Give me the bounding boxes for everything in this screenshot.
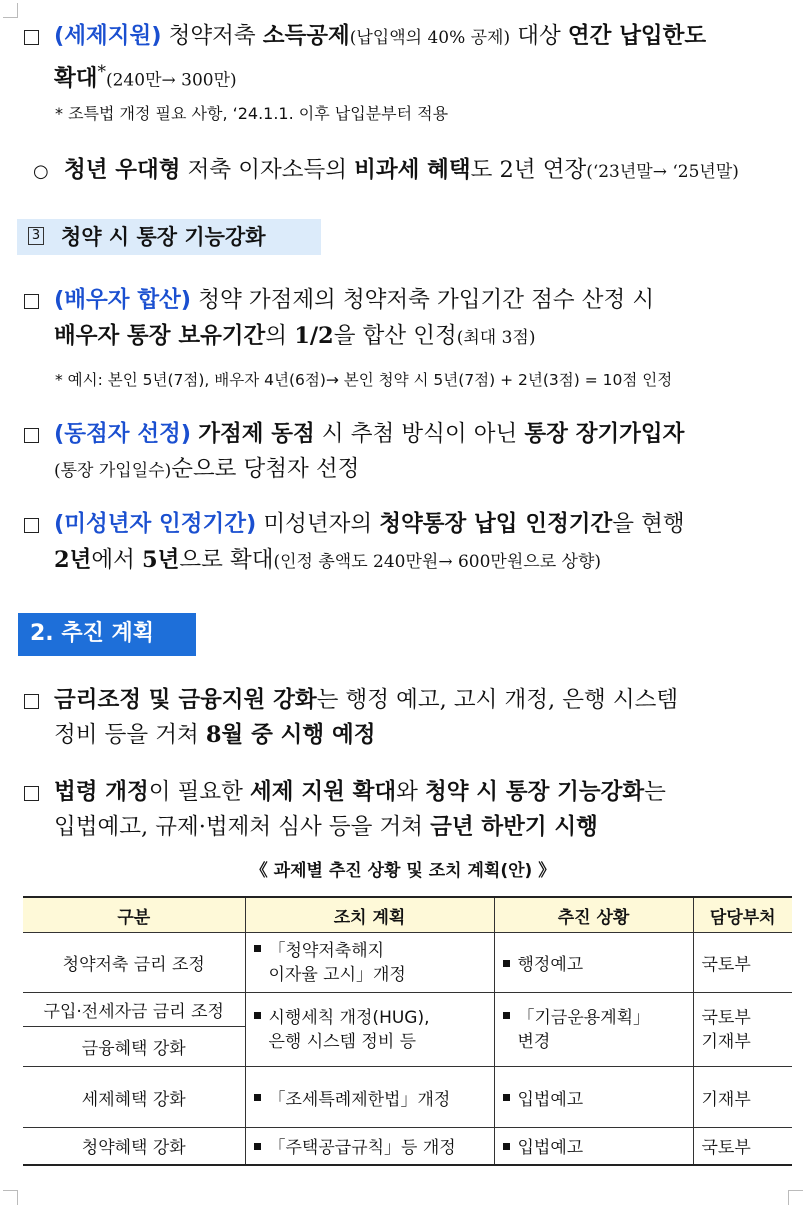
- cell-plan: 「조세특례제한법」개정: [245, 1067, 494, 1128]
- cell-plan: 「청약저축해지 이자율 고시」개정: [245, 933, 494, 993]
- cell-plan: 시행세칙 개정(HUG), 은행 시스템 정비 등: [245, 993, 494, 1067]
- checkbox-square-icon: [24, 786, 39, 801]
- col-header: 조치 계획: [245, 897, 494, 933]
- table-row: [23, 1067, 792, 1128]
- checkbox-square-icon: [24, 294, 39, 309]
- table-row: [23, 993, 792, 1027]
- table-row: [23, 933, 792, 993]
- square-bullet-icon: [254, 1094, 261, 1101]
- cell-status: 「기금운용계획」 변경: [494, 993, 693, 1067]
- crop-mark-top-left: [3, 3, 18, 18]
- square-bullet-icon: [254, 1012, 261, 1019]
- cell-dept: 국토부: [693, 1128, 792, 1165]
- cell-plan: 「주택공급규칙」등 개정: [245, 1128, 494, 1165]
- cell-category: 청약혜택 강화: [23, 1128, 245, 1165]
- table-caption: 《 과제별 추진 상황 및 조치 계획(안) 》: [250, 861, 556, 881]
- table-row: [23, 1128, 792, 1165]
- square-bullet-icon: [503, 1012, 510, 1019]
- col-header: 담당부처: [693, 897, 792, 933]
- section-title: 청약 시 통장 기능강화: [61, 225, 266, 249]
- square-bullet-icon: [503, 1143, 510, 1150]
- section-title: 2. 추진 계획: [30, 621, 154, 646]
- footnote: * 조특법 개정 필요 사항, ‘24.1.1. 이후 납입분부터 적용: [55, 104, 449, 123]
- table-header-row: [23, 897, 792, 933]
- checkbox-square-icon: [24, 428, 39, 443]
- col-header: 구분: [23, 897, 245, 933]
- checkbox-square-icon: [24, 518, 39, 533]
- checkbox-square-icon: [24, 30, 39, 45]
- footnote: * 예시: 본인 5년(7점), 배우자 4년(6점)→ 본인 청약 시 5년(7점) + 2년(3점) = 10점 인정: [55, 371, 673, 389]
- cell-category: 구입·전세자금 금리 조정: [23, 993, 245, 1027]
- cell-status: 행정예고: [494, 933, 693, 993]
- item-tag: (배우자 합산): [54, 287, 192, 313]
- col-header: 추진 상황: [494, 897, 693, 933]
- cell-dept: 기재부: [693, 1067, 792, 1128]
- cell-category: 세제혜택 강화: [23, 1067, 245, 1128]
- cell-dept: 국토부: [693, 933, 792, 993]
- square-bullet-icon: [503, 1094, 510, 1101]
- square-bullet-icon: [254, 1143, 261, 1150]
- square-bullet-icon: [503, 960, 510, 967]
- circle-bullet-icon: ○: [33, 161, 49, 182]
- crop-mark-bottom-right: [788, 1190, 803, 1205]
- item-tag: (동점자 선정): [54, 421, 192, 447]
- square-bullet-icon: [254, 945, 261, 952]
- section-3-header: [17, 219, 321, 255]
- item-tag: (미성년자 인정기간): [54, 511, 257, 537]
- section-2-header: [18, 613, 196, 656]
- checkbox-square-icon: [24, 694, 39, 709]
- section-number-box: 3: [28, 227, 44, 245]
- cell-category: 금융혜택 강화: [23, 1027, 245, 1067]
- crop-mark-bottom-left: [3, 1190, 18, 1205]
- cell-status: 입법예고: [494, 1128, 693, 1165]
- item-tag: (세제지원): [54, 23, 162, 49]
- cell-dept: 국토부 기재부: [693, 993, 792, 1067]
- cell-status: 입법예고: [494, 1067, 693, 1128]
- plan-table: [23, 896, 792, 1166]
- cell-category: 청약저축 금리 조정: [23, 933, 245, 993]
